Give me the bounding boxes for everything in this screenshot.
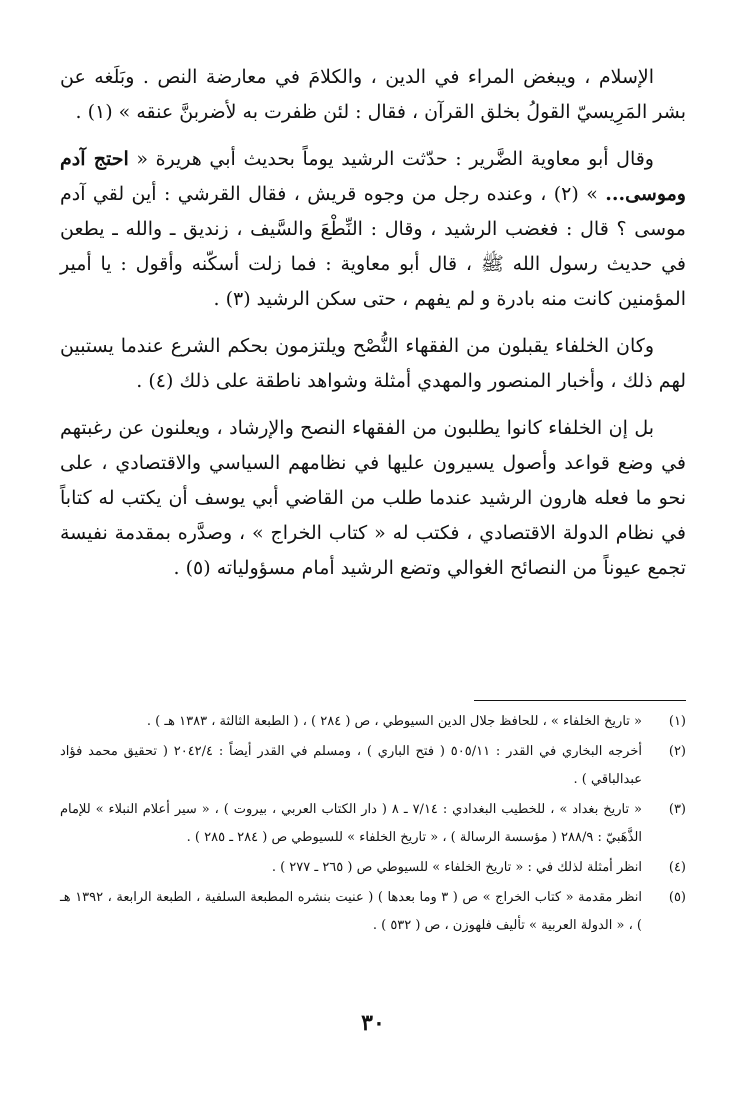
footnote — [60, 708, 686, 736]
footnote-number: (٣) — [668, 802, 686, 817]
footnote-number: (١) — [668, 714, 686, 729]
footnote-text: انظر مقدمة « كتاب الخراج » ص ( ٣ وما بعدها ) ( عنيت بنشره المطبعة السلفية ، الطبعة الرابعة ، ١٣٩٢ هـ ) ، « الدولة العربية » تأليف فلهوزن ، ص ( ٥٣٢ ) . — [60, 890, 642, 933]
paragraph-3-text: وكان الخلفاء يقبلون من الفقهاء النُّصْح ويلتزمون بحكم الشرع عندما يستبين لهم ذلك ، وأخبار المنصور والمهدي أمثلة وشواهد ناطقة على ذلك (٤) . — [60, 335, 686, 392]
footnote-number: (٤) — [668, 860, 686, 875]
footnote — [60, 854, 686, 882]
footnotes — [60, 706, 686, 940]
footnote-text: انظر أمثلة لذلك في : « تاريخ الخلفاء » للسيوطي ص ( ٢٦٥ ـ ٢٧٧ ) . — [271, 860, 642, 875]
paragraph-4 — [60, 411, 686, 586]
paragraph-2-text-b: » (٢) ، وعنده رجل من وجوه قريش ، فقال القرشي : أين لقي آدم موسى ؟ قال : فغضب الرشيد ، وقال : النِّطْعَ والسَّيف ، زنديق ـ والله ـ يطعن في حديث رسول الله ﷺ ، قال أبو معاوية : فما زلت أسكّنه وأقول : يا أمير المؤمنين كانت منه بادرة و لم يفهم ، حتى سكن الرشيد (٣) . — [60, 183, 686, 310]
paragraph-1-text: الإسلام ، ويبغض المراء في الدين ، والكلامَ في معارضة النص . وبَلَغه عن بشر المَرِيسيّ القولُ بخلق القرآن ، فقال : لئن ظفرت به لأضربنَّ عنقه » (١) . — [60, 66, 686, 123]
page-number: ٣٠ — [361, 1010, 385, 1036]
paragraph-4-text: بل إن الخلفاء كانوا يطلبون من الفقهاء النصح والإرشاد ، ويعلنون عن رغبتهم في وضع قواعد وأصول يسيرون عليها في نظامهم السياسي والاقتصادي ، على نحو ما فعله هارون الرشيد عندما طلب من القاضي أبي يوسف أن يكتب له كتاباً في نظام الدولة الاقتصادي ، فكتب له « كتاب الخراج » ، وصدَّره بمقدمة نفيسة تجمع عيوناً من النصائح الغوالي وتضع الرشيد أمام مسؤولياته (٥) . — [60, 417, 686, 579]
main-text — [60, 60, 686, 586]
footnote-separator — [474, 700, 686, 701]
paragraph-1 — [60, 60, 686, 130]
paragraph-2-text-a: وقال أبو معاوية الضَّرير : حدّثت الرشيد يوماً بحديث أبي هريرة « — [128, 148, 654, 170]
footnote-text: « تاريخ بغداد » ، للخطيب البغدادي : ٧/١٤ ـ ٨ ( دار الكتاب العربي ، بيروت ) ، « سير أعلام النبلاء » للإمام الذَّهَبيّ : ٢٨٨/٩ ( مؤسسة الرسالة ) ، « تاريخ الخلفاء » للسيوطي ص ( ٢٨٤ ـ ٢٨٥ ) . — [60, 802, 643, 845]
hadith-title: احتج آدم وموسى... — [60, 148, 686, 205]
footnote — [60, 796, 686, 852]
paragraph-3 — [60, 329, 686, 399]
footnote-text: أخرجه البخاري في القدر : ٥٠٥/١١ ( فتح الباري ) ، ومسلم في القدر أيضاً : ٢٠٤٢/٤ ( تحقيق محمد فؤاد عبدالباقي ) . — [60, 744, 642, 787]
footnote-number: (٢) — [668, 744, 686, 759]
paragraph-2 — [60, 142, 686, 317]
footnote-number: (٥) — [668, 890, 686, 905]
footnote — [60, 738, 686, 794]
footnote — [60, 884, 686, 940]
footnote-text: « تاريخ الخلفاء » ، للحافظ جلال الدين السيوطي ، ص ( ٢٨٤ ) ، ( الطبعة الثالثة ، ١٣٨٣ هـ ) . — [146, 714, 642, 729]
